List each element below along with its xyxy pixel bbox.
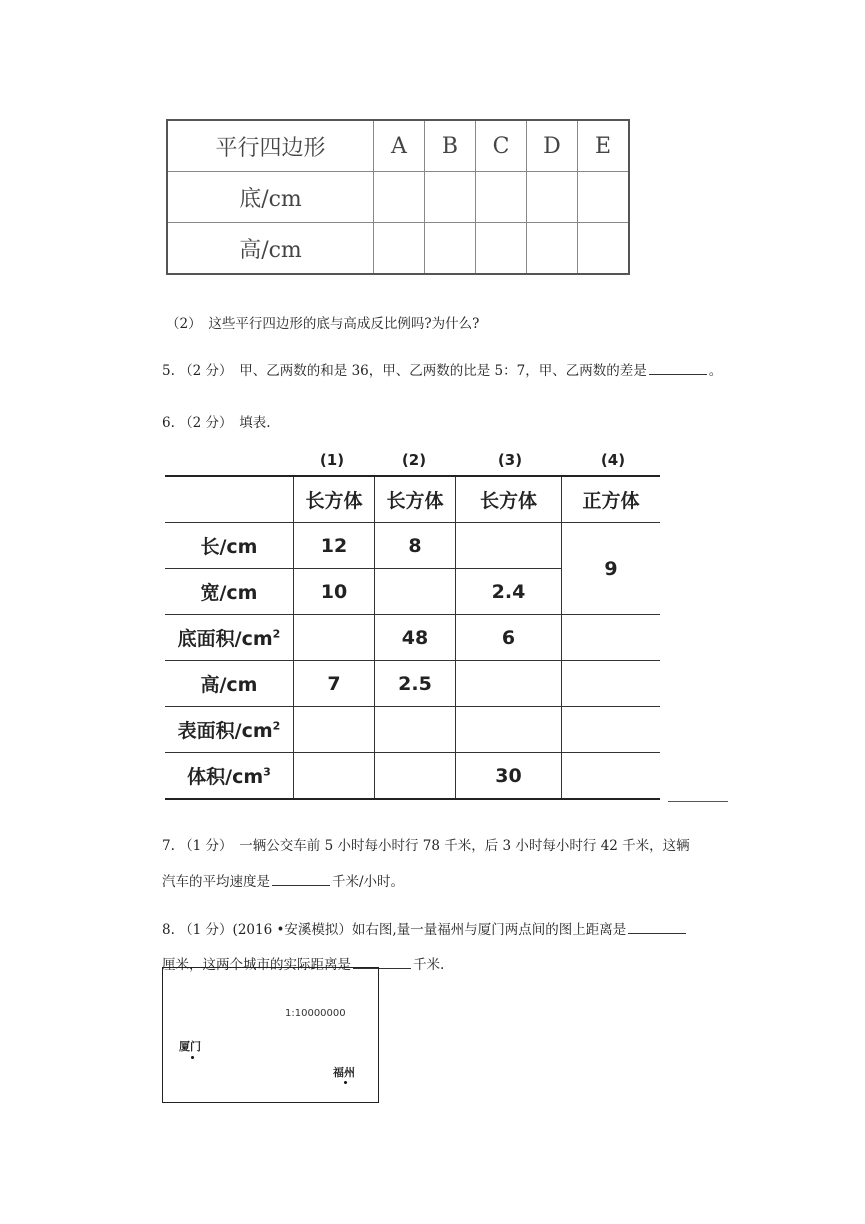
table-cell[interactable] bbox=[374, 172, 425, 223]
table-cell: 9 bbox=[562, 523, 661, 615]
question-6: 6. （2 分） 填表. bbox=[162, 415, 271, 431]
table-header-cell: 长方体 bbox=[456, 476, 562, 523]
table-corner-cell bbox=[165, 476, 294, 523]
table-cell[interactable] bbox=[476, 172, 527, 223]
table-cell[interactable] bbox=[294, 707, 375, 753]
table-header-cell: D bbox=[527, 120, 578, 172]
table-cell[interactable] bbox=[562, 707, 661, 753]
city-label-xiamen: 厦门 bbox=[179, 1040, 201, 1053]
table-cell[interactable] bbox=[456, 707, 562, 753]
table-cell[interactable] bbox=[578, 172, 630, 223]
superscript: 2 bbox=[272, 719, 281, 733]
city-dot-icon bbox=[191, 1056, 194, 1059]
table-header-cell: 正方体 bbox=[562, 476, 661, 523]
table-header-cell: 长方体 bbox=[375, 476, 456, 523]
table-cell: 2.4 bbox=[456, 569, 562, 615]
table-row-label: 底/cm bbox=[167, 172, 374, 223]
table-cell[interactable] bbox=[527, 223, 578, 275]
table-cell: 48 bbox=[375, 615, 456, 661]
map-scale: 1:10000000 bbox=[285, 1008, 346, 1019]
superscript: 3 bbox=[263, 765, 271, 779]
question-7-text: 汽车的平均速度是 bbox=[162, 874, 270, 890]
cuboid-table bbox=[165, 475, 660, 800]
table-cell: 30 bbox=[456, 753, 562, 800]
column-number: (3) bbox=[497, 451, 523, 469]
table-cell[interactable] bbox=[562, 753, 661, 800]
question-7-text: 千米/小时。 bbox=[332, 874, 405, 890]
question-8-text: 厘米，这两个城市的实际距离是 bbox=[162, 957, 351, 973]
table-header-cell: C bbox=[476, 120, 527, 172]
table-cell: 6 bbox=[456, 615, 562, 661]
answer-blank[interactable] bbox=[668, 801, 728, 802]
superscript: 2 bbox=[272, 627, 281, 641]
table-row-label: 宽/cm bbox=[165, 569, 294, 615]
table-cell[interactable] bbox=[375, 707, 456, 753]
question-4-part-2: （2） 这些平行四边形的底与高成反比例吗?为什么? bbox=[166, 316, 480, 332]
table-cell[interactable] bbox=[527, 172, 578, 223]
question-5-end: 。 bbox=[708, 363, 723, 379]
table-row-label bbox=[165, 615, 294, 661]
table-row-label bbox=[165, 753, 294, 800]
row-label-text: 表面积/cm bbox=[177, 720, 273, 742]
table-row-label bbox=[165, 707, 294, 753]
question-8-text: 8. （1 分）(2016 •安溪模拟）如右图,量一量福州与厦门两点间的图上距离是 bbox=[162, 922, 627, 938]
answer-blank[interactable] bbox=[628, 921, 686, 934]
table-cell[interactable] bbox=[375, 569, 456, 615]
question-7-line-2 bbox=[162, 870, 404, 890]
table-row-label: 长/cm bbox=[165, 523, 294, 569]
table-row-label: 高/cm bbox=[167, 223, 374, 275]
table-cell: 12 bbox=[294, 523, 375, 569]
city-label-fuzhou: 福州 bbox=[333, 1066, 355, 1079]
table-cell[interactable] bbox=[456, 661, 562, 707]
table-header-cell: 长方体 bbox=[294, 476, 375, 523]
row-label-text: 底面积/cm bbox=[177, 628, 273, 650]
table-cell[interactable] bbox=[375, 753, 456, 800]
table-cell[interactable] bbox=[425, 223, 476, 275]
table-row-label: 高/cm bbox=[165, 661, 294, 707]
table-header-cell: 平行四边形 bbox=[167, 120, 374, 172]
question-8-text: 千米. bbox=[413, 957, 445, 973]
question-8-line-1 bbox=[162, 918, 688, 938]
table-cell: 10 bbox=[294, 569, 375, 615]
row-label-text: 体积/cm bbox=[187, 766, 264, 788]
table-cell[interactable] bbox=[374, 223, 425, 275]
table-cell[interactable] bbox=[294, 615, 375, 661]
table-cell: 8 bbox=[375, 523, 456, 569]
map-figure bbox=[162, 967, 379, 1103]
table-cell[interactable] bbox=[562, 615, 661, 661]
table-cell[interactable] bbox=[476, 223, 527, 275]
table-cell[interactable] bbox=[294, 753, 375, 800]
answer-blank[interactable] bbox=[649, 362, 707, 375]
table-cell[interactable] bbox=[425, 172, 476, 223]
table-cell: 2.5 bbox=[375, 661, 456, 707]
city-dot-icon bbox=[344, 1081, 347, 1084]
table-cell: 7 bbox=[294, 661, 375, 707]
question-7-line-1: 7. （1 分） 一辆公交车前 5 小时每小时行 78 千米，后 3 小时每小时行 42 千米，这辆 bbox=[162, 838, 690, 854]
table-header-cell: B bbox=[425, 120, 476, 172]
column-number: (2) bbox=[401, 451, 427, 469]
parallelogram-table bbox=[166, 119, 630, 275]
question-5 bbox=[162, 359, 722, 379]
table-header-cell: A bbox=[374, 120, 425, 172]
answer-blank[interactable] bbox=[272, 873, 330, 886]
table-cell[interactable] bbox=[562, 661, 661, 707]
column-number: (4) bbox=[600, 451, 626, 469]
table-header-cell: E bbox=[578, 120, 630, 172]
table-cell[interactable] bbox=[578, 223, 630, 275]
table-cell[interactable] bbox=[456, 523, 562, 569]
column-number: (1) bbox=[319, 451, 345, 469]
question-5-text: 5. （2 分） 甲、乙两数的和是 36，甲、乙两数的比是 5：7，甲、乙两数的差是 bbox=[162, 363, 647, 379]
